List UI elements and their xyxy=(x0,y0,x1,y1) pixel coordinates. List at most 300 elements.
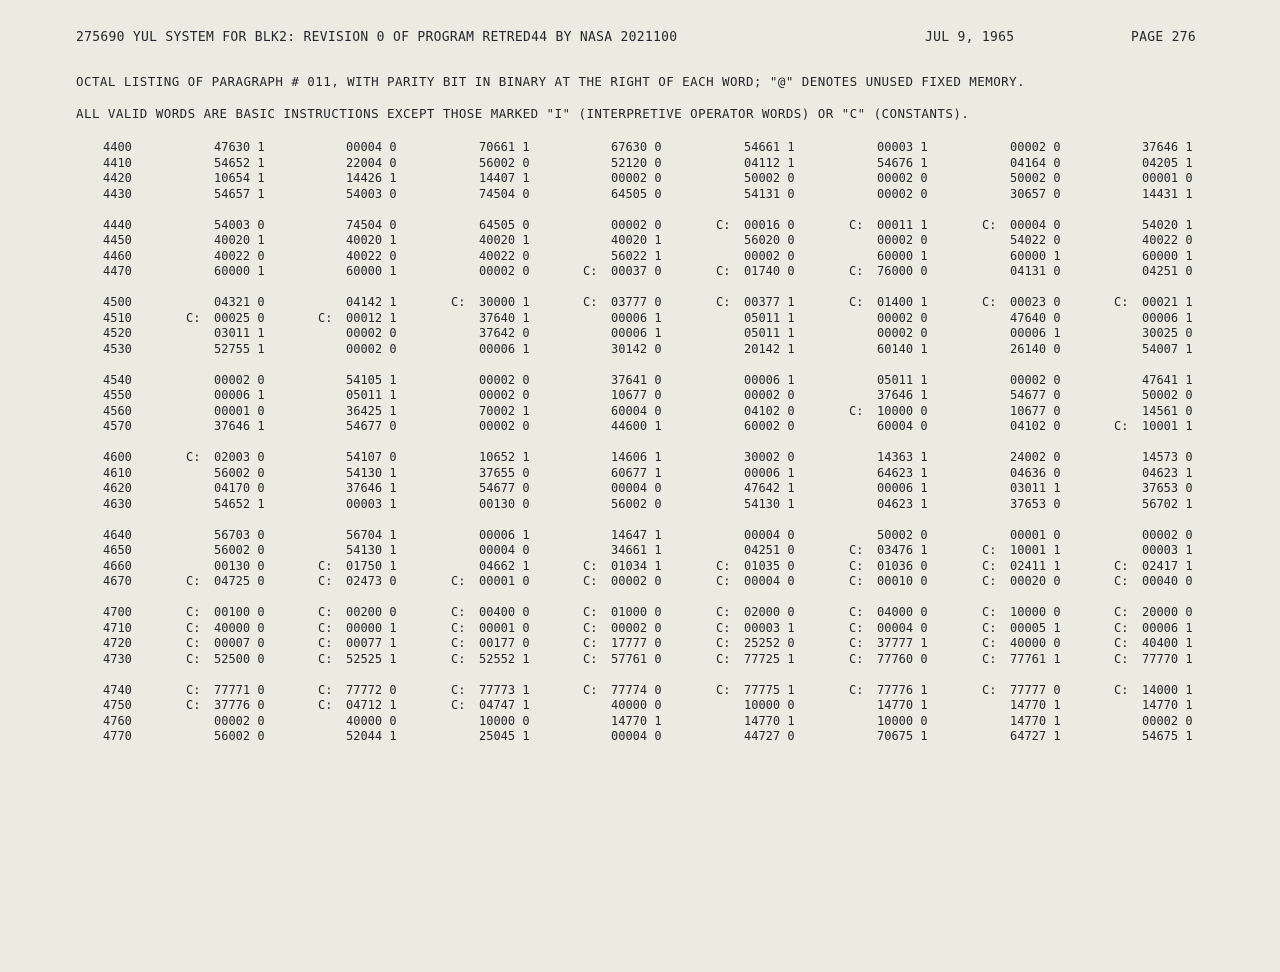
word-value: 00025 0 xyxy=(214,310,265,325)
word-value: 00001 0 xyxy=(479,574,530,588)
octal-word xyxy=(583,683,662,699)
word-value: 00003 1 xyxy=(744,620,795,635)
word-marker: C: xyxy=(318,636,333,650)
word-value: 10000 0 xyxy=(1010,605,1061,619)
octal-word xyxy=(583,605,662,621)
word-value: 40020 1 xyxy=(611,233,662,247)
octal-word xyxy=(849,388,928,404)
word-value: 00002 0 xyxy=(346,341,397,356)
octal-word xyxy=(186,481,265,497)
word-value: 40022 0 xyxy=(1142,233,1193,247)
octal-word xyxy=(318,187,397,203)
word-value: 64727 1 xyxy=(1010,729,1061,743)
word-value: 54677 0 xyxy=(1010,388,1061,402)
octal-word xyxy=(583,466,662,482)
octal-word xyxy=(982,171,1061,187)
word-value: 54652 1 xyxy=(214,496,265,511)
octal-word xyxy=(1114,481,1193,497)
octal-word xyxy=(1114,326,1193,342)
octal-word xyxy=(186,419,265,435)
word-value: 10000 0 xyxy=(479,713,530,728)
octal-word xyxy=(1114,714,1193,730)
word-value: 00004 0 xyxy=(744,527,795,542)
word-value: 20000 0 xyxy=(1142,605,1193,619)
word-value: 00004 0 xyxy=(1010,217,1061,232)
octal-word xyxy=(451,171,530,187)
octal-word xyxy=(451,404,530,420)
word-value: 54020 1 xyxy=(1142,217,1193,232)
octal-word xyxy=(849,311,928,327)
octal-word xyxy=(716,683,795,699)
listing-group xyxy=(0,140,1280,202)
word-value: 05011 1 xyxy=(346,388,397,402)
octal-word xyxy=(451,729,530,745)
word-value: 00001 0 xyxy=(1010,527,1061,542)
octal-word xyxy=(451,466,530,482)
word-marker: C: xyxy=(186,310,201,325)
word-marker: C: xyxy=(318,620,333,635)
word-value: 04170 0 xyxy=(214,481,265,495)
word-value: 40020 1 xyxy=(214,233,265,247)
word-value: 54107 0 xyxy=(346,450,397,464)
word-value: 60000 1 xyxy=(1010,248,1061,263)
word-value: 00002 0 xyxy=(214,372,265,387)
word-value: 01000 0 xyxy=(611,605,662,619)
word-value: 00002 0 xyxy=(479,419,530,433)
listing-row xyxy=(0,249,1280,265)
word-value: 00004 0 xyxy=(877,620,928,635)
octal-word xyxy=(451,140,530,156)
word-value: 50002 0 xyxy=(1010,171,1061,185)
word-value: 36425 1 xyxy=(346,403,397,418)
word-value: 01400 1 xyxy=(877,295,928,309)
octal-word xyxy=(716,233,795,249)
octal-word xyxy=(716,171,795,187)
octal-word xyxy=(318,559,397,575)
word-value: 00005 1 xyxy=(1010,620,1061,635)
octal-word xyxy=(1114,249,1193,265)
word-value: 00177 0 xyxy=(479,636,530,650)
word-value: 00002 0 xyxy=(877,310,928,325)
octal-word xyxy=(318,543,397,559)
description-line-1: OCTAL LISTING OF PARAGRAPH # 011, WITH PARITY BIT IN BINARY AT THE RIGHT OF EACH WORD; "@" DENOTES UNUSED FIXED MEMORY. xyxy=(76,74,1026,89)
word-marker: C: xyxy=(186,620,201,635)
listing-group xyxy=(0,450,1280,512)
word-value: 10000 0 xyxy=(877,713,928,728)
word-marker: C: xyxy=(982,682,997,697)
octal-word xyxy=(186,388,265,404)
octal-word xyxy=(716,156,795,172)
row-address: 4500 xyxy=(103,295,132,309)
octal-word xyxy=(716,311,795,327)
listing-row xyxy=(0,171,1280,187)
word-marker: C: xyxy=(849,403,864,418)
octal-word xyxy=(583,419,662,435)
word-value: 02411 1 xyxy=(1010,558,1061,573)
word-value: 30000 1 xyxy=(479,295,530,309)
word-value: 14770 1 xyxy=(1010,713,1061,728)
word-value: 00130 0 xyxy=(214,558,265,573)
octal-word xyxy=(186,683,265,699)
octal-word xyxy=(1114,342,1193,358)
word-value: 03476 1 xyxy=(877,543,928,557)
word-value: 37646 1 xyxy=(214,419,265,433)
word-value: 52044 1 xyxy=(346,729,397,743)
word-marker: C: xyxy=(583,636,598,650)
word-value: 00002 0 xyxy=(479,372,530,387)
word-value: 56703 0 xyxy=(214,527,265,542)
word-marker: C: xyxy=(1114,682,1129,697)
word-value: 54130 1 xyxy=(346,465,397,480)
word-value: 00377 1 xyxy=(744,295,795,309)
word-value: 00002 0 xyxy=(479,264,530,278)
word-marker: C: xyxy=(1114,636,1129,650)
word-value: 47640 0 xyxy=(1010,310,1061,325)
word-value: 56002 0 xyxy=(214,729,265,743)
octal-word xyxy=(318,218,397,234)
word-value: 04102 0 xyxy=(1010,419,1061,433)
octal-word xyxy=(583,373,662,389)
octal-word xyxy=(849,419,928,435)
octal-word xyxy=(1114,140,1193,156)
octal-word xyxy=(982,264,1061,280)
octal-word xyxy=(849,140,928,156)
listing-row xyxy=(0,481,1280,497)
octal-word xyxy=(849,621,928,637)
octal-word xyxy=(583,326,662,342)
octal-word xyxy=(186,636,265,652)
word-value: 60677 1 xyxy=(611,465,662,480)
word-value: 14770 1 xyxy=(877,698,928,712)
octal-word xyxy=(982,528,1061,544)
octal-word xyxy=(451,481,530,497)
octal-word xyxy=(318,249,397,265)
octal-word xyxy=(583,187,662,203)
listing-row xyxy=(0,233,1280,249)
word-value: 52525 1 xyxy=(346,651,397,666)
octal-word xyxy=(186,729,265,745)
word-value: 37655 0 xyxy=(479,465,530,480)
word-value: 00006 1 xyxy=(479,527,530,542)
word-marker: C: xyxy=(451,651,466,666)
word-marker: C: xyxy=(849,543,864,557)
octal-word xyxy=(982,497,1061,513)
octal-word xyxy=(849,636,928,652)
word-value: 14770 1 xyxy=(744,713,795,728)
octal-word xyxy=(318,373,397,389)
word-marker: C: xyxy=(849,217,864,232)
word-marker: C: xyxy=(451,295,466,309)
word-value: 14647 1 xyxy=(611,527,662,542)
word-value: 77775 1 xyxy=(744,682,795,697)
word-value: 54652 1 xyxy=(214,155,265,170)
octal-word xyxy=(982,574,1061,590)
octal-word xyxy=(982,326,1061,342)
word-value: 00006 1 xyxy=(611,310,662,325)
listing-row xyxy=(0,404,1280,420)
row-address: 4710 xyxy=(103,620,132,635)
word-value: 00002 0 xyxy=(877,171,928,185)
word-value: 56704 1 xyxy=(346,527,397,542)
word-value: 60004 0 xyxy=(877,419,928,433)
row-address: 4530 xyxy=(103,341,132,356)
word-marker: C: xyxy=(583,295,598,309)
word-value: 00004 0 xyxy=(611,729,662,743)
word-value: 52755 1 xyxy=(214,341,265,356)
octal-word xyxy=(451,450,530,466)
octal-word xyxy=(318,156,397,172)
word-marker: C: xyxy=(583,682,598,697)
octal-word xyxy=(451,698,530,714)
octal-word xyxy=(982,388,1061,404)
octal-word xyxy=(451,187,530,203)
octal-word xyxy=(583,295,662,311)
word-marker: C: xyxy=(186,651,201,666)
octal-word xyxy=(318,450,397,466)
word-value: 01036 0 xyxy=(877,558,928,573)
octal-word xyxy=(318,233,397,249)
octal-word xyxy=(982,714,1061,730)
word-marker: C: xyxy=(982,295,997,309)
octal-word xyxy=(186,171,265,187)
octal-word xyxy=(1114,543,1193,559)
word-marker: C: xyxy=(186,682,201,697)
word-marker: C: xyxy=(318,651,333,666)
word-value: 04747 1 xyxy=(479,698,530,712)
octal-word xyxy=(716,605,795,621)
octal-word xyxy=(451,218,530,234)
octal-word xyxy=(716,249,795,265)
octal-word xyxy=(1114,156,1193,172)
word-value: 03011 1 xyxy=(1010,481,1061,495)
octal-word xyxy=(318,311,397,327)
word-value: 26140 0 xyxy=(1010,341,1061,356)
octal-word xyxy=(186,714,265,730)
octal-word xyxy=(186,497,265,513)
octal-word xyxy=(1114,404,1193,420)
word-marker: C: xyxy=(583,605,598,619)
listing-row xyxy=(0,466,1280,482)
octal-word xyxy=(982,140,1061,156)
octal-word xyxy=(716,187,795,203)
octal-word xyxy=(1114,698,1193,714)
word-value: 56702 1 xyxy=(1142,496,1193,511)
octal-word xyxy=(186,249,265,265)
octal-word xyxy=(849,264,928,280)
word-value: 00011 1 xyxy=(877,217,928,232)
word-value: 54003 0 xyxy=(346,186,397,201)
row-address: 4510 xyxy=(103,310,132,325)
word-value: 60000 1 xyxy=(346,264,397,278)
word-marker: C: xyxy=(849,605,864,619)
octal-word xyxy=(849,218,928,234)
octal-word xyxy=(982,729,1061,745)
word-value: 37640 1 xyxy=(479,310,530,325)
octal-word xyxy=(318,388,397,404)
word-value: 01034 1 xyxy=(611,558,662,573)
octal-word xyxy=(583,311,662,327)
word-marker: C: xyxy=(451,682,466,697)
word-value: 37642 0 xyxy=(479,326,530,340)
octal-word xyxy=(1114,218,1193,234)
word-value: 00003 1 xyxy=(1142,543,1193,557)
row-address: 4420 xyxy=(103,171,132,185)
listing-row xyxy=(0,621,1280,637)
word-value: 40000 0 xyxy=(346,713,397,728)
octal-word xyxy=(849,326,928,342)
word-value: 17777 0 xyxy=(611,636,662,650)
word-value: 77760 0 xyxy=(877,651,928,666)
octal-word xyxy=(849,171,928,187)
octal-word xyxy=(982,249,1061,265)
word-value: 74504 0 xyxy=(346,217,397,232)
word-value: 50002 0 xyxy=(877,527,928,542)
word-value: 04142 1 xyxy=(346,295,397,309)
word-value: 00006 1 xyxy=(1142,310,1193,325)
word-value: 00000 1 xyxy=(346,620,397,635)
octal-word xyxy=(318,729,397,745)
word-value: 40022 0 xyxy=(214,248,265,263)
octal-word xyxy=(716,559,795,575)
word-marker: C: xyxy=(982,620,997,635)
row-address: 4700 xyxy=(103,605,132,619)
octal-word xyxy=(982,373,1061,389)
octal-word xyxy=(318,636,397,652)
word-value: 00001 0 xyxy=(1142,171,1193,185)
octal-word xyxy=(318,171,397,187)
octal-word xyxy=(849,249,928,265)
word-marker: C: xyxy=(716,636,731,650)
word-value: 00006 1 xyxy=(877,481,928,495)
octal-word xyxy=(583,543,662,559)
word-marker: C: xyxy=(982,558,997,573)
octal-word xyxy=(318,419,397,435)
octal-word xyxy=(318,264,397,280)
word-value: 14770 1 xyxy=(1010,698,1061,712)
word-value: 34661 1 xyxy=(611,543,662,557)
word-value: 54007 1 xyxy=(1142,341,1193,356)
word-marker: C: xyxy=(716,605,731,619)
octal-word xyxy=(849,187,928,203)
row-address: 4660 xyxy=(103,558,132,573)
word-value: 00006 1 xyxy=(1010,326,1061,340)
row-address: 4750 xyxy=(103,698,132,712)
octal-word xyxy=(849,156,928,172)
word-value: 04662 1 xyxy=(479,558,530,573)
word-marker: C: xyxy=(849,574,864,588)
row-address: 4670 xyxy=(103,574,132,588)
word-value: 00002 0 xyxy=(611,574,662,588)
octal-word xyxy=(716,140,795,156)
word-value: 04251 0 xyxy=(744,543,795,557)
row-address: 4730 xyxy=(103,651,132,666)
word-value: 00006 1 xyxy=(479,341,530,356)
octal-word xyxy=(451,636,530,652)
octal-word xyxy=(716,621,795,637)
word-value: 14426 1 xyxy=(346,171,397,185)
word-value: 02000 0 xyxy=(744,605,795,619)
row-address: 4650 xyxy=(103,543,132,557)
octal-word xyxy=(186,698,265,714)
word-marker: C: xyxy=(849,620,864,635)
word-value: 64623 1 xyxy=(877,465,928,480)
word-value: 00007 0 xyxy=(214,636,265,650)
row-address: 4430 xyxy=(103,186,132,201)
octal-word xyxy=(849,404,928,420)
octal-word xyxy=(716,295,795,311)
octal-word xyxy=(451,497,530,513)
octal-word xyxy=(982,233,1061,249)
octal-word xyxy=(186,621,265,637)
word-marker: C: xyxy=(451,574,466,588)
word-marker: C: xyxy=(982,651,997,666)
octal-word xyxy=(1114,187,1193,203)
word-marker: C: xyxy=(186,574,201,588)
word-value: 01740 0 xyxy=(744,264,795,278)
octal-word xyxy=(186,450,265,466)
octal-word xyxy=(1114,528,1193,544)
octal-word xyxy=(583,497,662,513)
word-value: 77774 0 xyxy=(611,682,662,697)
octal-word xyxy=(318,652,397,668)
octal-word xyxy=(716,264,795,280)
row-address: 4410 xyxy=(103,155,132,170)
octal-word xyxy=(1114,574,1193,590)
octal-word xyxy=(583,342,662,358)
octal-word xyxy=(849,574,928,590)
row-address: 4570 xyxy=(103,419,132,433)
octal-word xyxy=(583,249,662,265)
word-value: 14770 1 xyxy=(611,713,662,728)
word-value: 54130 1 xyxy=(346,543,397,557)
listing-row xyxy=(0,311,1280,327)
word-value: 77777 0 xyxy=(1010,682,1061,697)
description-line-2: ALL VALID WORDS ARE BASIC INSTRUCTIONS EXCEPT THOSE MARKED "I" (INTERPRETIVE OPERATOR WORDS) OR "C" (CONSTANTS). xyxy=(76,106,970,121)
word-value: 77776 1 xyxy=(877,682,928,697)
word-marker: C: xyxy=(716,620,731,635)
octal-word xyxy=(583,652,662,668)
row-address: 4740 xyxy=(103,682,132,697)
word-value: 10677 0 xyxy=(611,388,662,402)
word-value: 25252 0 xyxy=(744,636,795,650)
word-marker: C: xyxy=(982,217,997,232)
octal-word xyxy=(318,404,397,420)
listing-row xyxy=(0,187,1280,203)
word-value: 60000 1 xyxy=(214,264,265,278)
row-address: 4440 xyxy=(103,217,132,232)
word-marker: C: xyxy=(318,682,333,697)
header-title: 275690 YUL SYSTEM FOR BLK2: REVISION 0 OF PROGRAM RETRED44 BY NASA 2021100 xyxy=(76,30,678,45)
word-value: 00400 0 xyxy=(479,605,530,619)
octal-word xyxy=(186,652,265,668)
word-value: 54661 1 xyxy=(744,140,795,154)
word-value: 40000 0 xyxy=(214,620,265,635)
octal-word xyxy=(451,543,530,559)
word-value: 10677 0 xyxy=(1010,403,1061,418)
word-value: 00040 0 xyxy=(1142,574,1193,588)
octal-word xyxy=(1114,264,1193,280)
word-value: 01035 0 xyxy=(744,558,795,573)
octal-word xyxy=(1114,419,1193,435)
octal-word xyxy=(583,714,662,730)
word-value: 00002 0 xyxy=(1010,140,1061,154)
listing-row xyxy=(0,636,1280,652)
word-value: 00021 1 xyxy=(1142,295,1193,309)
listing-row xyxy=(0,156,1280,172)
octal-word xyxy=(982,605,1061,621)
word-marker: C: xyxy=(451,605,466,619)
octal-listing-table xyxy=(0,140,1280,760)
